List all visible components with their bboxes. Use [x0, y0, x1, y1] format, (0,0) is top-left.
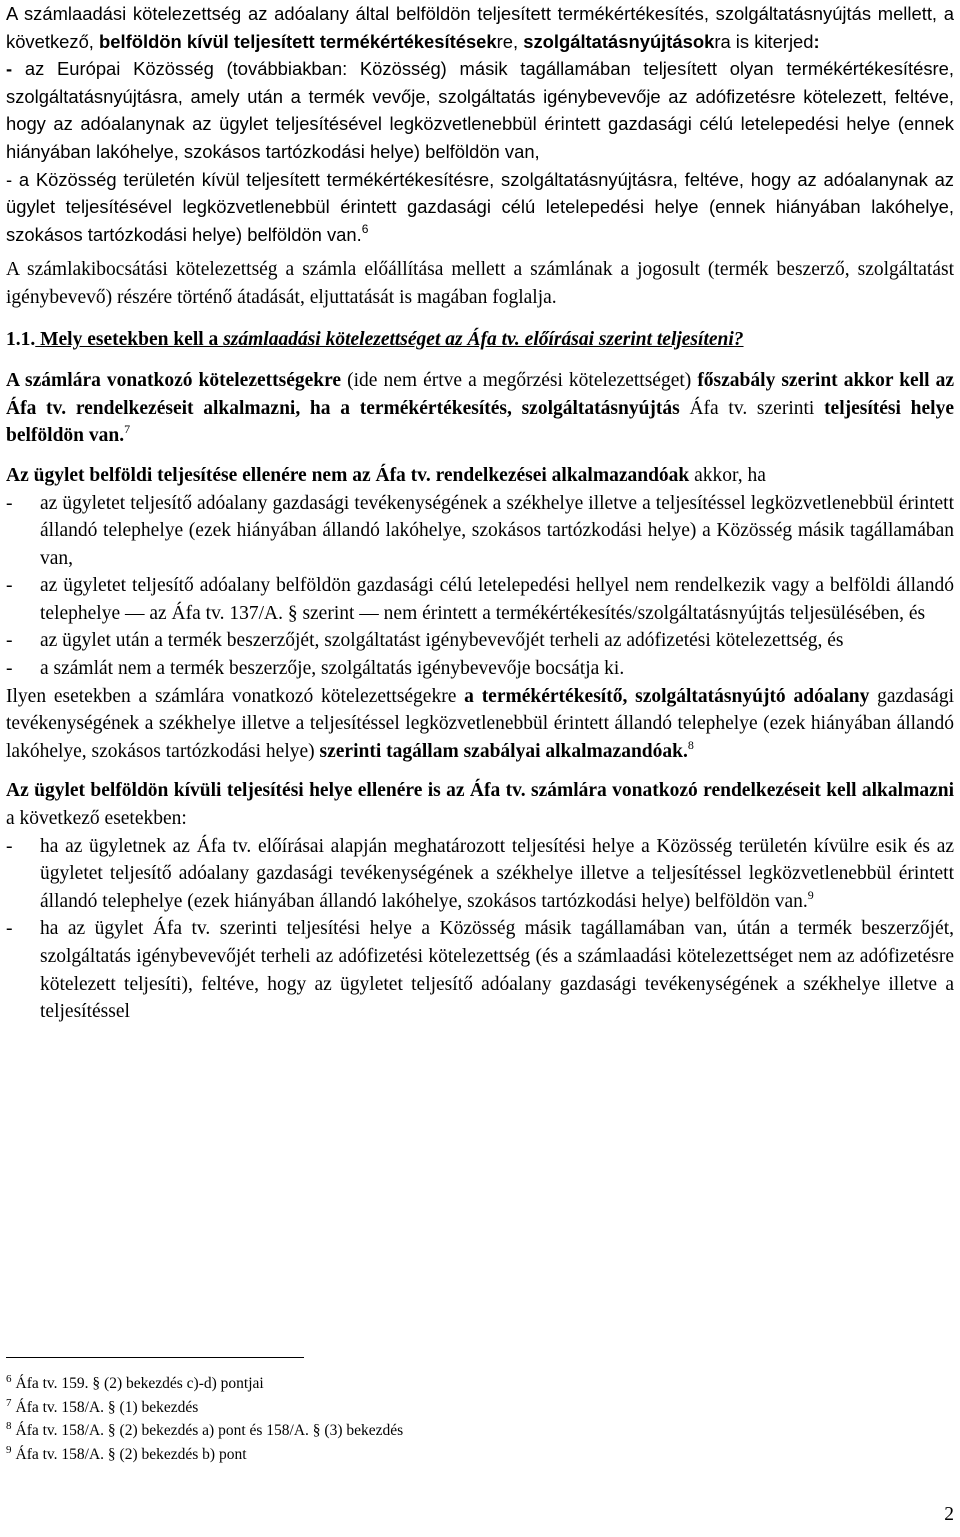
footnote: $^8$ Áfa tv. 158/A. § (2) bekezdés a) pont és 158/A. § (3) bekezdés: [6, 1420, 404, 1439]
footnote-ref-6: 6: [361, 221, 369, 236]
exception-conditions-list: [6, 490, 954, 683]
footnote: $^9$ Áfa tv. 158/A. § (2) bekezdés b) pont: [6, 1443, 247, 1463]
domestic-cases-list: [6, 833, 954, 1026]
page-number: 2: [944, 1504, 954, 1525]
main-rule-paragraph: A számlára vonatkozó kötelezettségekre (ide nem értve a megőrzési kötelezettséget) főszabály szerint akkor kell az Áfa tv. rendelkezéseit alkalmazni, ha a termékértékesítés, szolgáltatásnyújtás Áfa tv. szerinti teljesítési helye belföldön van.$^7$: [6, 370, 954, 447]
footnotes: [6, 1372, 403, 1466]
footnote: $^6$ Áfa tv. 159. § (2) bekezdés c)-d) pontjai: [6, 1373, 264, 1392]
footnote-ref-9: 9: [807, 887, 814, 902]
list-item: - ha az ügyletnek az Áfa tv. előírásai alapján meghatározott teljesítési helye a Közösség területén kívülre esik és az ügyletet teljesítő adóalany gazdasági tevékenységének a székhelye illetve a teljesítéssel legközvetlenebbül érintett állandó telephelye (ezek hiányában állandó lakóhelye, szokásos tartózkodási helye) belföldön van.$^9$: [6, 833, 954, 916]
intro-paragraph: A számlaadási kötelezettség az adóalany által belföldön teljesített termékértékesítés, szolgáltatásnyújtás mellett, a következő, belföldön kívül teljesített termékértékesítésekre, szolgáltatásnyújtásokra is kiterjed:: [6, 3, 954, 52]
list-item: - ha az ügylet Áfa tv. szerinti teljesítési helye a Közösség másik tagállamában van, útán a termék beszerzőjét, szolgáltatás igénybevevőjét terheli az adófizetési kötelezettség (és a számlaadási kötelezettséget nem az adófizetésre kötelezett teljesíti), feltéve, hogy az ügyletet teljesítő adóalany gazdasági tevékenységének a székhelye illetve a teljesítéssel: [6, 915, 954, 1025]
section-heading: 1.1. Mely esetekben kell a számlaadási kötelezettséget az Áfa tv. előírásai szerint teljesíteni?: [6, 328, 744, 350]
scope-item-non-community: - a Közösség területén kívül teljesített termékértékesítésre, szolgáltatásnyújtásra, feltéve, hogy az adóalanynak az ügylet teljesítésével legközvetlenebbül érintett gazdasági célú letelepedési helye (ennek hiányában lakóhelye, szokásos tartózkodási helye) belföldön van.$^6$: [6, 168, 954, 245]
scope-item-community: - az Európai Közösség (továbbiakban: Közösség) másik tagállamában teljesített olyan termékértékesítésre, szolgáltatásnyújtásra, amely után a termék vevője, szolgáltatás igénybevevője az adófizetésre kötelezett, feltéve, hogy az adóalanynak az ügylet teljesítésével legközvetlenebbül érintett gazdasági célú letelepedési helye (ennek hiányában lakóhelye, szokásos tartózkodási helye) belföldön van,: [6, 58, 954, 162]
list-item: - az ügylet után a termék beszerzőjét, szolgáltatást igénybevevőjét terheli az adófizetési kötelezettség, és: [6, 627, 954, 655]
list-item: - az ügyletet teljesítő adóalany gazdasági tevékenységének a székhelye illetve a teljesítéssel legközvetlenebbül érintett állandó telephelye (ezek hiányában állandó lakóhelye, szokásos tartózkodási helye) a Közösség másik tagállamában van,: [6, 490, 954, 573]
footnote-ref-7: 7: [124, 422, 131, 437]
footnote: $^7$ Áfa tv. 158/A. § (1) bekezdés: [6, 1396, 199, 1416]
list-item: - a számlát nem a termék beszerzője, szolgáltatás igénybevevője bocsátja ki.: [6, 655, 954, 683]
footnote-ref-8: 8: [687, 737, 694, 752]
foreign-rules-paragraph: Ilyen esetekben a számlára vonatkozó kötelezettségekre a termékértékesítő, szolgáltatásnyújtó adóalany gazdasági tevékenységének a székhelye illetve a teljesítéssel legközvetlenebbül érintett állandó telephelye (ezek hiányában állandó lakóhelye, szokásos tartózkodási helye) szerinti tagállam szabályai alkalmazandóak.$^8$: [6, 685, 954, 762]
issuance-paragraph: A számlakibocsátási kötelezettség a számla előállítása mellett a számlának a jogosult (termék beszerző, szolgáltatást igénybevevő) részére történő átadását, eljuttatását is magában foglalja.: [6, 259, 954, 308]
list-item: - az ügyletet teljesítő adóalany belföldön gazdasági célú letelepedési hellyel nem rendelkezik vagy a belföldi állandó telephelye ― az Áfa tv. 137/A. § szerint ― nem érintett a termékértékesítés/szolgáltatásnyújtás teljesülésében, és: [6, 572, 954, 627]
document-body: [6, 0, 954, 1026]
footnote-separator: [6, 1357, 304, 1358]
exception-intro-paragraph: Az ügylet belföldi teljesítése ellenére nem az Áfa tv. rendelkezései alkalmazandóak akkor, ha: [6, 464, 766, 486]
domestic-rules-paragraph: Az ügylet belföldön kívüli teljesítési helye ellenére is az Áfa tv. számlára vonatkozó rendelkezéseit kell alkalmazni a következő esetekben:: [6, 780, 954, 830]
